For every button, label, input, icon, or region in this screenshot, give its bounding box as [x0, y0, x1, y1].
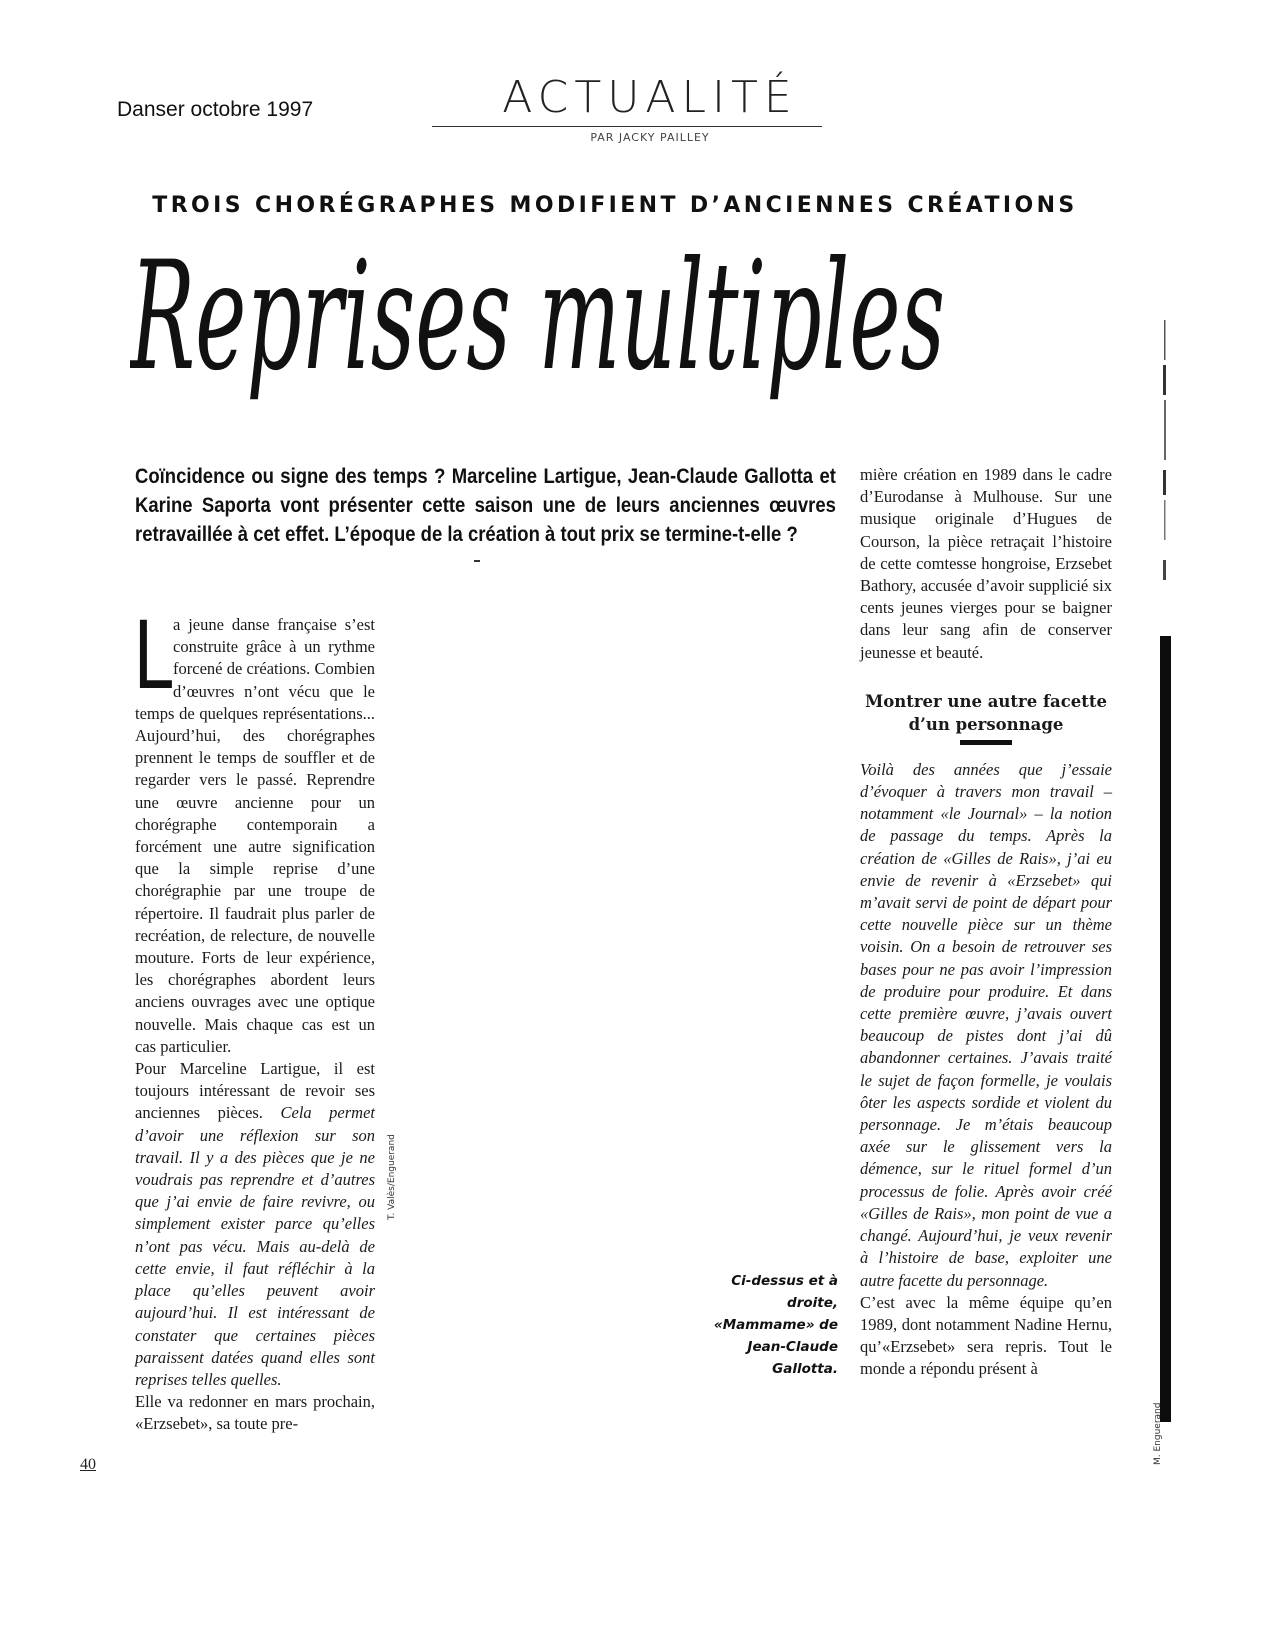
drop-cap: L: [133, 602, 173, 711]
paragraph: mière création en 1989 dans le cadre d’Eurodanse à Mulhouse. Sur une musique originale d’Hugues de Courson, la pièce retraçait l’histoire de cette comtesse hongroise, Erzsebet Bathory, accusée d’avoir supplicié six cents jeunes vierges pour se baigner dans leur sang afin de conserver jeunesse et beauté.: [860, 465, 1112, 662]
column-left: [133, 602, 376, 1436]
kicker-heading: TROIS CHORÉGRAPHES MODIFIENT D’ANCIENNES CRÉATIONS: [152, 193, 1078, 218]
paragraph: Elle va redonner en mars prochain, «Erzsebet», sa toute pre-: [135, 1392, 375, 1434]
headline-script: [130, 218, 1130, 468]
subheading: Montrer une autre facette d’un personnage: [864, 691, 1108, 734]
paragraph: [133, 602, 375, 1058]
paragraph: C’est avec la même équipe qu’en 1989, dont notamment Nadine Hernu, qu’«Erzsebet» sera repris. Tout le monde a répondu présent à: [860, 1292, 1112, 1379]
section-title: ACTUALITÉ: [502, 72, 798, 123]
scan-edge-bar: [1160, 636, 1171, 1422]
paragraph-text: a jeune danse française s’est construite grâce à un rythme forcené de créations. Combien d’œuvres n’ont vécu que le temps de quelques représentations... Aujourd’hui, des chorégraphes prennent le temps de souffler et de regarder vers le passé. Reprendre une œuvre ancienne pour un chorégraphe contemporain a forcément une autre signification que la simple reprise d’une chorégraphie par une troupe de répertoire. Il faudrait plus parler de recréation, de relecture, de nouvelle mouture. Forts de leur expérience, les chorégraphes abordent leurs anciens ouvrages avec une optique nouvelle. Mais chaque cas est un cas particulier.: [135, 615, 375, 1056]
byline: PAR JACKY PAILLEY: [590, 131, 710, 144]
paragraph-lead: Pour Marceline Lartigue, il est toujours intéressant de revoir ses anciennes pièces.: [135, 1059, 375, 1123]
intro-deck: Coïncidence ou signe des temps ? Marceline Lartigue, Jean-Claude Gallotta et Karine Saporta vont présenter cette saison une de leurs anciennes œuvres retravaillée à cet effet. L’époque de la création à tout prix se termine-t-elle ?: [135, 464, 836, 546]
photo-credit: T. Valès/Enguerand: [387, 1134, 397, 1220]
column-right: [860, 464, 1112, 1381]
source-note: Danser octobre 1997: [117, 98, 314, 121]
section-divider: [432, 126, 822, 127]
paragraph: [135, 1058, 375, 1391]
scan-edge-marks: [1158, 320, 1172, 620]
headline: [130, 218, 1130, 468]
quote-text: Voilà des années que j’essaie d’évoquer à travers mon travail – notamment «le Journal» – la notion de passage du temps. Après la création de «Gilles de Rais», j’ai eu envie de revenir à «Erzsebet» qui m’avait servi de point de départ pour cette nouvelle pièce sur un thème voisin. On a besoin de retrouver ses bases pour ne pas avoir l’impression de produire pour produire. Et dans cette première œuvre, j’avais ouvert beaucoup de pistes dont j’ai dû abandonner certaines. J’avais traité le sujet de façon formelle, je voulais ôter les aspects sordide et violent du personnage. Je m’étais beaucoup axée sur le glissement vers la démence, sur le rituel formel d’un processus de folie. Après avoir créé «Gilles de Rais», mon point de vue a changé. Aujourd’hui, je veux revenir à l’histoire de base, exploiter une autre facette du personnage.: [860, 759, 1112, 1290]
subheading-rule: [960, 740, 1012, 745]
quote-text: Cela permet d’avoir une réflexion sur son travail. Il y a des pièces que je ne voudrais pas reprendre et d’autres que j’ai envie de faire revivre, ou simplement exister parce qu’elles n’ont pas vécu. Mais au-delà de cette envie, il faut réfléchir à la place qu’elles peuvent avoir aujourd’hui. Il est intéressant de constater que certaines pièces paraissent datées quand elles sont reprises telles quelles.: [135, 1103, 376, 1389]
headline-text: Reprises multiples: [130, 230, 946, 404]
photo-credit: M. Enguerand: [1153, 1402, 1163, 1465]
decorative-dash: [474, 560, 480, 562]
page-number: 40: [80, 1456, 96, 1473]
photo-caption: Ci-dessus et à droite, «Mammame» de Jean-Claude Gallotta.: [713, 1273, 838, 1377]
